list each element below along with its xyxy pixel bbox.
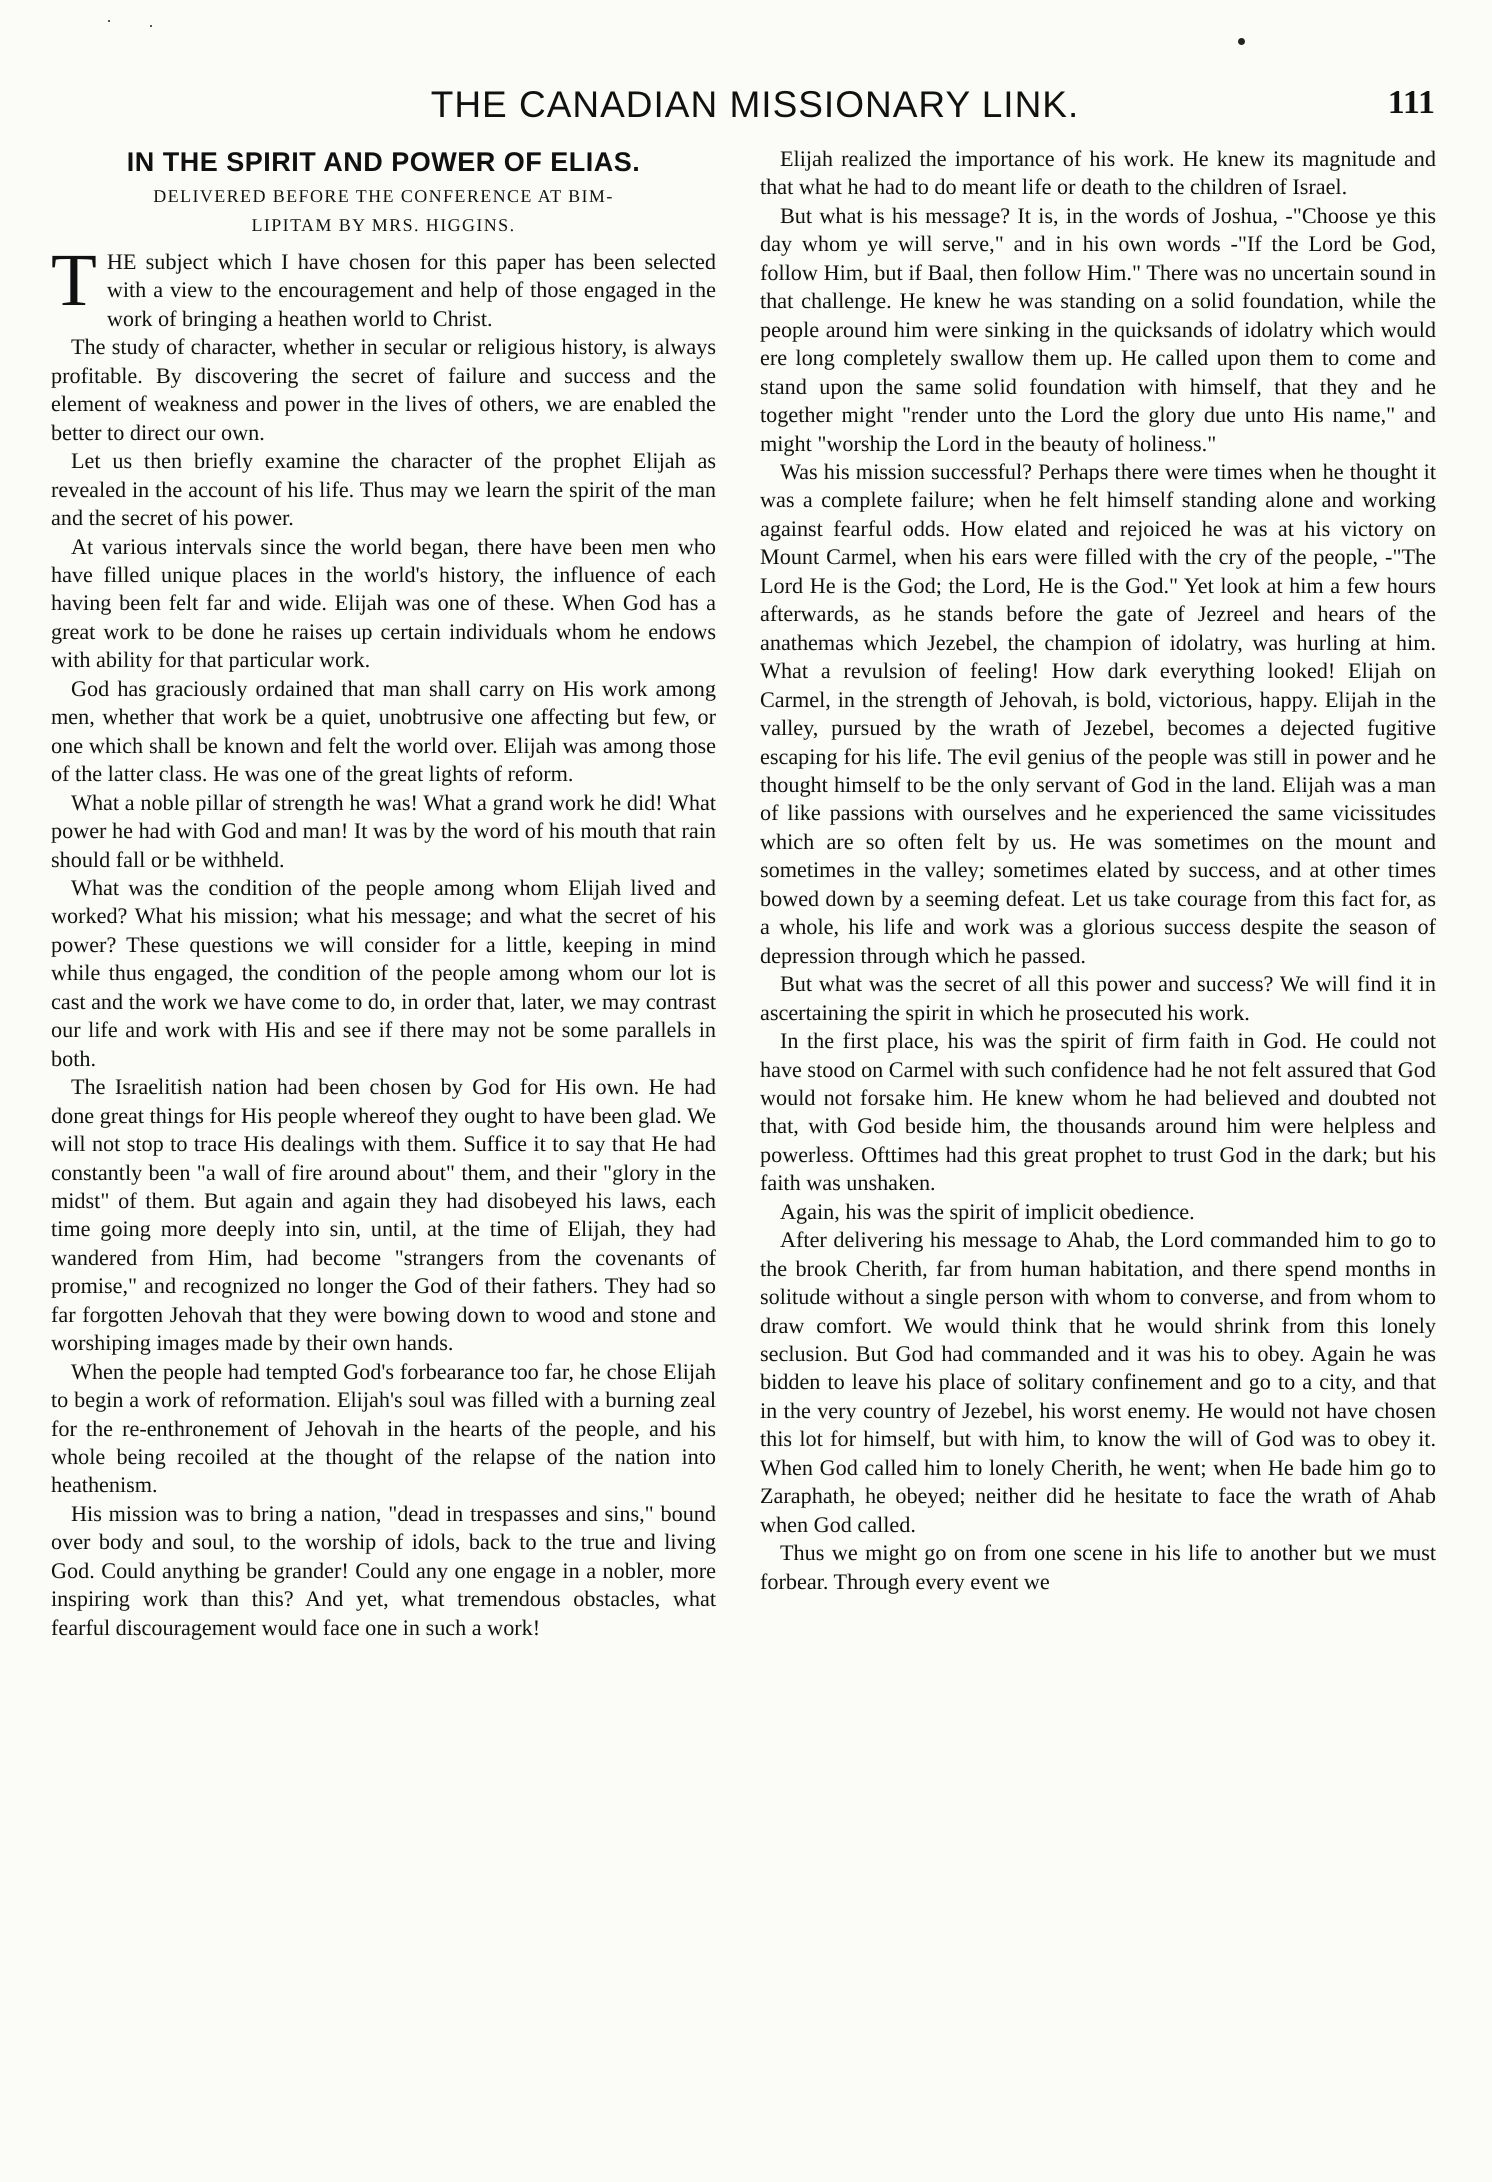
article-paragraph: What a noble pillar of strength he was! What a grand work he did! What power he had with God and man! It was by the word of his mouth that rain should fall or be withheld. xyxy=(51,789,716,872)
article-paragraph: What was the condition of the people among whom Elijah lived and worked? What his mission; what his message; and what the secret of his power? These questions we will consider for a little, keeping in mind while thus engaged, the condition of the people among whom our lot is cast and the work we have come to do, in order that, later, we may contrast our life and work with His and see if there may not be some parallels in both. xyxy=(51,874,716,1071)
article-paragraph: Was his mission successful? Perhaps there were times when he thought it was a complete failure; when he felt himself standing alone and working against fearful odds. How elated and rejoiced he was at his victory on Mount Carmel, when his ears were filled with the cry of the people, -"The Lord He is the God; the Lord, He is the God." Yet look at him a few hours afterwards, as he stands before the gate of Jezreel and hears of the anathemas which Jezebel, the champion of idolatry, was hurling at him. What a revulsion of feeling! How dark everything looked! Elijah on Carmel, in the strength of Jehovah, is bold, victorious, happy. Elijah in the valley, pursued by the wrath of Jezebel, becomes a dejected fugitive escaping for his life. The evil genius of the people was still in power and he thought himself to be the only servant of God in the land. Elijah was a man of like passions with ourselves and he experienced the same vicissitudes which are so often felt by us. He was sometimes on the mount and sometimes in the valley; sometimes elated by success, and at other times bowed down by a seeming defeat. Let us take courage from this fact for, as a whole, his life and work was a glorious success despite the season of depression through which he passed. xyxy=(760,458,1436,968)
article-paragraph: Thus we might go on from one scene in his life to another but we must forbear. Through every event we xyxy=(760,1540,1436,1594)
paragraph-text: HE subject which I have chosen for this paper has been selected with a view to the encouragement and help of those engaged in the work of bringing a heathen world to Christ. xyxy=(106,249,716,331)
article-paragraph: At various intervals since the world began, there have been men who have filled unique places in the world's history, the influence of each having been felt far and wide. Elijah was one of these. When God has a great work to be done he raises up certain individuals whom he endows with ability for that particular work. xyxy=(51,533,716,673)
article-paragraph: But what is his message? It is, in the words of Joshua, -"Choose ye this day whom ye will serve," and in his own words -"If the Lord be God, follow Him, but if Baal, then follow Him." There was no uncertain sound in that challenge. He knew he was standing on a solid foundation, while the people around him were sinking in the quicksands of idolatry which would ere long completely swallow them up. He called upon them to come and stand upon the same solid foundation with himself, that they and he together might "render unto the Lord the glory due unto His name," and might "worship the Lord in the beauty of holiness." xyxy=(760,202,1436,456)
article-subtitle-line-1: DELIVERED BEFORE THE CONFERENCE AT BIM- xyxy=(153,186,614,206)
print-speck xyxy=(108,20,110,22)
publication-title: THE CANADIAN MISSIONARY LINK. xyxy=(430,84,1080,125)
right-column xyxy=(760,145,1436,2160)
left-column xyxy=(51,145,716,2160)
print-speck xyxy=(150,25,152,27)
article-paragraph: The Israelitish nation had been chosen by God for His own. He had done great things for His people whereof they ought to have been glad. We will not stop to trace His dealings with them. Suffice it to say that He had constantly been "a wall of fire around about" them, and their "glory in the midst" of them. But again and again they had disobeyed his laws, each time going more deeply into sin, until, at the time of Elijah, they had wandered from Him, had become "strangers from the covenants of promise," and recognized no longer the God of their fathers. They had so far forgotten Jehovah that they were bowing down to wood and stone and worshiping images made by their own hands. xyxy=(51,1074,716,1356)
page-header xyxy=(0,84,1492,130)
article-paragraph: Again, his was the spirit of implicit obedience. xyxy=(780,1198,1195,1224)
article-paragraph: His mission was to bring a nation, "dead in trespasses and sins," bound over body and soul, to the worship of idols, back to the true and living God. Could anything be grander! Could any one engage in a nobler, more inspiring work than this? And yet, what tremendous obstacles, what fearful discouragement would face one in such a work! xyxy=(51,1500,716,1640)
article-paragraph: God has graciously ordained that man shall carry on His work among men, whether that work be a quiet, unobtrusive one affecting but few, or one which shall be known and felt the world over. Elijah was among those of the latter class. He was one of the great lights of reform. xyxy=(51,675,716,787)
article-paragraph xyxy=(51,239,716,333)
drop-cap: T xyxy=(51,239,97,322)
article-paragraph: Elijah realized the importance of his work. He knew its magnitude and that what he had to do meant life or death to the children of Israel. xyxy=(760,146,1436,200)
article-paragraph: But what was the secret of all this power and success? We will find it in ascertaining the spirit in which he prosecuted his work. xyxy=(760,971,1436,1025)
article-paragraph: When the people had tempted God's forbearance too far, he chose Elijah to begin a work of reformation. Elijah's soul was filled with a burning zeal for the re-enthronement of Jehovah in the hearts of the people, and his whole being recoiled at the thought of the relapse of the nation into heathenism. xyxy=(51,1358,716,1498)
print-speck xyxy=(1238,38,1245,45)
page-number: 111 xyxy=(1387,84,1435,121)
article-subtitle-line-2: LIPITAM BY MRS. HIGGINS. xyxy=(251,215,516,235)
article-paragraph: After delivering his message to Ahab, the Lord commanded him to go to the brook Cherith, far from human habitation, and there spend months in solitude without a single person with whom to converse, and from whom to draw comfort. We would think that he would shrink from this lonely seclusion. But God had commanded and it was his to obey. Again he was bidden to leave his place of solitary confinement and go to a city, and that in the very country of Jezebel, his worst enemy. He would not have chosen this lot for himself, but with him, to know the will of God was to obey it. When God called him to lonely Cherith, he went; when He bade him go to Zaraphath, he obeyed; neither did he hesitate to face the wrath of Ahab when God called. xyxy=(760,1227,1436,1537)
article-title: IN THE SPIRIT AND POWER OF ELIAS. xyxy=(126,147,641,177)
article-paragraph: In the first place, his was the spirit of firm faith in God. He could not have stood on Carmel with such confidence had he not felt assured that God would not forsake him. He knew whom he had believed and doubted not that, with God beside him, the thousands around him were helpless and powerless. Ofttimes had this great prophet to trust God in the dark; but his faith was unshaken. xyxy=(760,1028,1436,1196)
article-paragraph: The study of character, whether in secular or religious history, is always profitable. By discovering the secret of failure and success and the element of weakness and power in the lives of others, we are enabled the better to direct our own. xyxy=(51,334,716,445)
article-paragraph: Let us then briefly examine the character of the prophet Elijah as revealed in the account of his life. Thus may we learn the spirit of the man and the secret of his power. xyxy=(51,448,716,531)
